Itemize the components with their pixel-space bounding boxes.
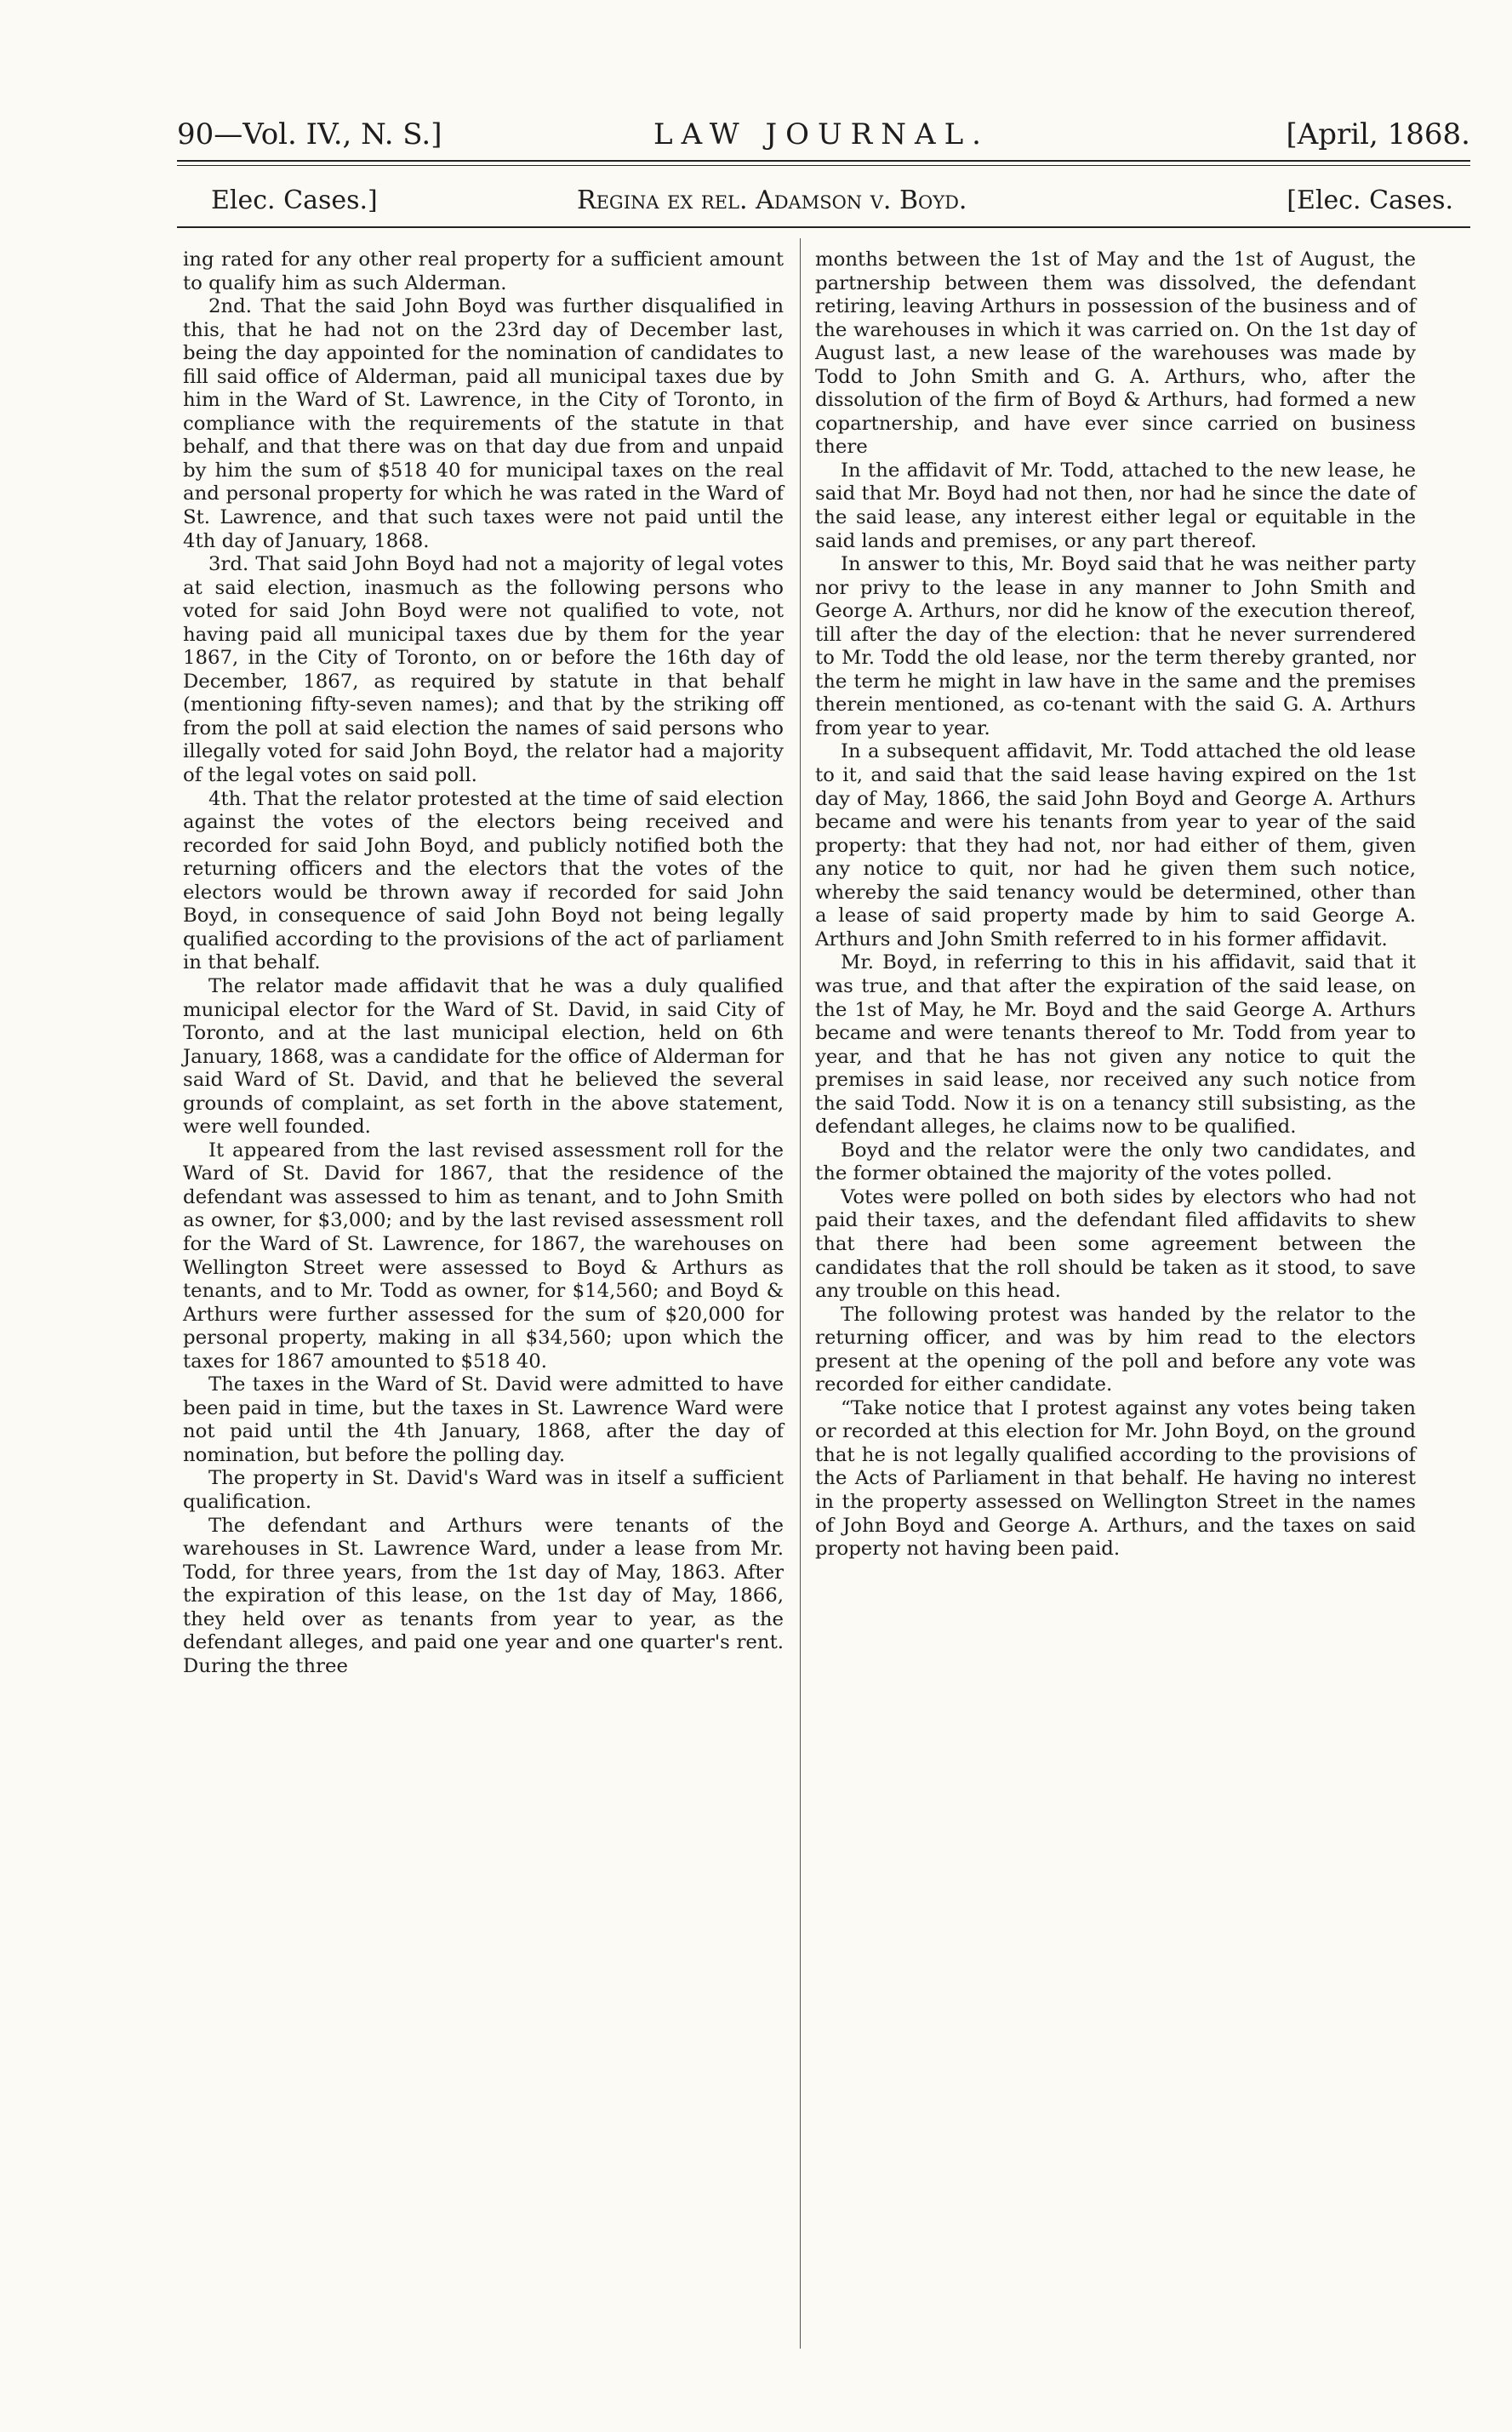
paragraph: 3rd. That said John Boyd had not a majority of legal votes at said election, inasmuch as the following persons who voted for said John Boyd were not qualified to vote, not having paid all municipal taxes due by them for the year 1867, in the City of Toronto, on or before the 16th day of December, 1867, as required by statute in that behalf (mentioning fifty-seven names); and that by the striking off from the poll at said election the names of said persons who illegally voted for said John Boyd, the relator had a majority of the legal votes on said poll. [183, 553, 784, 787]
paragraph: The taxes in the Ward of St. David were admitted to have been paid in time, but the taxes in St. Lawrence Ward were not paid until the 4th January, 1868, after the day of nomination, but before the polling day. [183, 1373, 784, 1466]
paragraph: Boyd and the relator were the only two candidates, and the former obtained the majority of the votes polled. [815, 1139, 1416, 1185]
journal-title: LAW JOURNAL. [653, 117, 990, 151]
right-column [815, 248, 1416, 1561]
paragraph: 2nd. That the said John Boyd was further disqualified in this, that he had not on the 23rd day of December last, being the day appointed for the nomination of candidates to fill said office of Alderman, paid all municipal taxes due by him in the Ward of St. Lawrence, in the City of Toronto, in compliance with the requirements of the statute in that behalf, and that there was on that day due from and unpaid by him the sum of $518 40 for municipal taxes on the real and personal property for which he was rated in the Ward of St. Lawrence, and that such taxes were not paid until the 4th day of January, 1868. [183, 295, 784, 552]
left-column [183, 248, 784, 1678]
case-head [177, 186, 1470, 223]
paragraph: The following protest was handed by the relator to the returning officer, and was by him read to the electors present at the opening of the poll and before any vote was recorded for either candidate. [815, 1303, 1416, 1396]
paragraph: Mr. Boyd, in referring to this in his affidavit, said that it was true, and that after the expiration of the said lease, on the 1st of May, he Mr. Boyd and the said George A. Arthurs became and were tenants thereof to Mr. Todd from year to year, and that he has not given any notice to quit the premises in said lease, nor received any such notice from the said Todd. Now it is on a tenancy still subsisting, as the defendant alleges, he claims now to be qualified. [815, 951, 1416, 1139]
case-title: Regina ex rel. Adamson v. Boyd. [577, 186, 967, 215]
case-section-left: Elec. Cases.] [211, 186, 378, 215]
paragraph: “Take notice that I protest against any votes being taken or recorded at this election for Mr. John Boyd, on the ground that he is not legally qualified according to the provisions of the Acts of Parliament in that behalf. He having no interest in the property assessed on Wellington Street in the names of John Boyd and George A. Arthurs, and the taxes on said property not having been paid. [815, 1396, 1416, 1561]
paragraph: In the affidavit of Mr. Todd, attached to the new lease, he said that Mr. Boyd had not then, nor had he since the date of the said lease, any interest either legal or equitable in the said lands and premises, or any part thereof. [815, 459, 1416, 552]
paragraph: The property in St. David's Ward was in itself a sufficient qualification. [183, 1467, 784, 1513]
paragraph: It appeared from the last revised assessment roll for the Ward of St. David for 1867, that the residence of the defendant was assessed to him as tenant, and to John Smith as owner, for $3,000; and by the last revised assessment roll for the Ward of St. Lawrence, for 1867, the warehouses on Wellington Street were assessed to Boyd & Arthurs as tenants, and to Mr. Todd as owner, for $14,560; and Boyd & Arthurs were further assessed for the sum of $20,000 for personal property, making in all $34,560; upon which the taxes for 1867 amounted to $518 40. [183, 1139, 784, 1373]
running-head [177, 117, 1470, 160]
column-divider [800, 238, 801, 2349]
paragraph: Votes were polled on both sides by electors who had not paid their taxes, and the defendant filed affidavits to shew that there had been some agreement between the candidates that the roll should be taken as it stood, to save any trouble on this head. [815, 1185, 1416, 1303]
page-volume-label: 90—Vol. IV., N. S.] [177, 117, 442, 151]
header-rule [177, 160, 1470, 162]
paragraph: In answer to this, Mr. Boyd said that he was neither party nor privy to the lease in any manner to John Smith and George A. Arthurs, nor did he know of the execution thereof, till after the day of the election: that he never surrendered to Mr. Todd the old lease, nor the term thereby granted, nor the term he might in law have in the same and the premises therein mentioned, as co-tenant with the said G. A. Arthurs from year to year. [815, 553, 1416, 739]
paragraph: 4th. That the relator protested at the time of said election against the votes of the electors being received and recorded for said John Boyd, and publicly notified both the returning officers and the electors that the votes of the electors would be thrown away if recorded for said John Boyd, in consequence of said John Boyd not being legally qualified according to the provisions of the act of parliament in that behalf. [183, 787, 784, 974]
paragraph: The relator made affidavit that he was a duly qualified municipal elector for the Ward of St. David, in said City of Toronto, and at the last municipal election, held on 6th January, 1868, was a candidate for the office of Alderman for said Ward of St. David, and that he believed the several grounds of complaint, as set forth in the above statement, were well founded. [183, 974, 784, 1139]
paragraph: months between the 1st of May and the 1st of August, the partnership between them was dissolved, the defendant retiring, leaving Arthurs in possession of the business and of the warehouses in which it was carried on. On the 1st day of August last, a new lease of the warehouses was made by Todd to John Smith and G. A. Arthurs, who, after the dissolution of the firm of Boyd & Arthurs, had formed a new copartnership, and have ever since carried on business there [815, 248, 1416, 459]
header-rule-thin [177, 165, 1470, 166]
paragraph: The defendant and Arthurs were tenants of the warehouses in St. Lawrence Ward, under a lease from Mr. Todd, for three years, from the 1st day of May, 1863. After the expiration of this lease, on the 1st day of May, 1866, they held over as tenants from year to year, as the defendant alleges, and paid one year and one quarter's rent. During the three [183, 1514, 784, 1677]
case-section-right: [Elec. Cases. [1287, 186, 1453, 215]
issue-date: [April, 1868. [1286, 117, 1470, 151]
paragraph: In a subsequent affidavit, Mr. Todd attached the old lease to it, and said that the said lease having expired on the 1st day of May, 1866, the said John Boyd and George A. Arthurs became and were his tenants from year to year of the said property: that they had not, nor had either of them, given any notice to quit, nor had he given them such notice, whereby the said tenancy would be determined, other than a lease of said property made by him to said George A. Arthurs and John Smith referred to in his former affidavit. [815, 740, 1416, 951]
case-head-rule [177, 226, 1470, 228]
paragraph: ing rated for any other real property for a sufficient amount to qualify him as such Alderman. [183, 248, 784, 294]
